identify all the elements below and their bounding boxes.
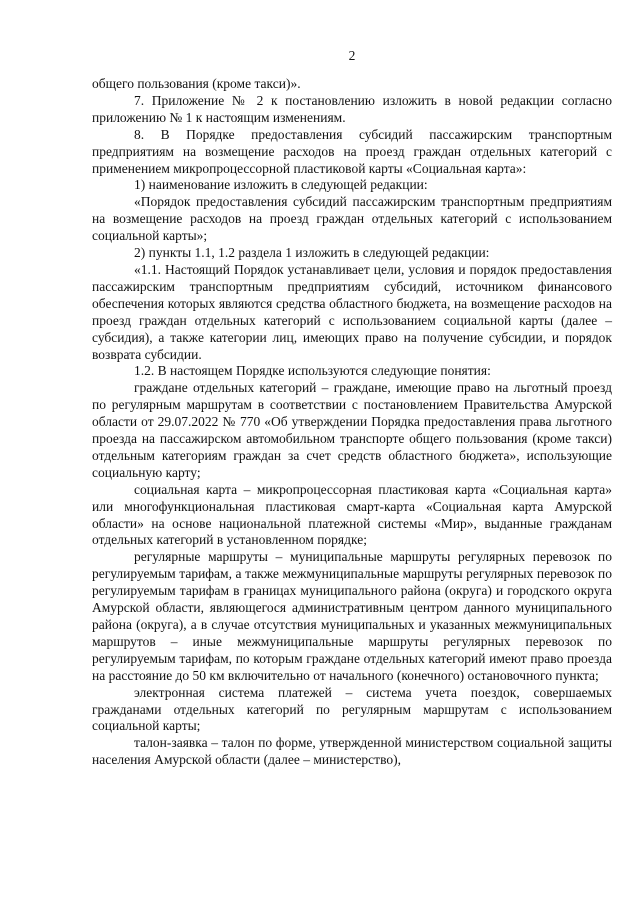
paragraph-item-8: 8. В Порядке предоставления субсидий пассажирским транспортным предприятиям на возмещение расходов на проезд граждан отдельных категорий с применением микропроцессорной пластиковой карты «Социальная карта»: xyxy=(92,126,612,176)
page-number: 2 xyxy=(348,48,356,63)
definition-ticket-request: талон-заявка – талон по форме, утвержденной министерством социальной защиты населения Амурской области (далее – министерство), xyxy=(92,735,612,768)
definition-social-card: социальная карта – микропроцессорная пластиковая карта «Социальная карта» или многофункциональная пластиковая смарт-карта «Социальная карта Амурской области» на основе национальной платежной системы «Мир», выданные гражданам отдельных категорий в установленном порядке; xyxy=(92,481,612,548)
paragraph-item-7: 7. Приложение № 2 к постановлению изложить в новой редакции согласно приложению № 1 к настоящим изменениям. xyxy=(92,92,612,125)
paragraph-clause-1-1: «1.1. Настоящий Порядок устанавливает цели, условия и порядок предоставления пассажирским транспортным предприятиям субсидий, источником финансового обеспечения которых являются средства областного бюджета, на возмещение расходов на проезд граждан отдельных категорий с использованием социальной карты (далее – субсидия), а также категории лиц, имеющих право на получение субсидии, и порядок возврата субсидии. xyxy=(92,261,612,362)
definition-regular-routes: регулярные маршруты – муниципальные маршруты регулярных перевозок по регулируемым тарифам, а также межмуниципальные маршруты регулярных перевозок по регулируемым тарифам в границах муниципального района (округа) и городского округа Амурской области, являющегося административным центром данного муниципального района (округа), а в случае отсутствия муниципальных и указанных межмуниципальных маршрутов – иные межмуниципальные маршруты регулярных перевозок по регулируемым тарифам, по которым граждане отдельных категорий имеют право проезда на расстояние до 50 км включительно от начального (конечного) остановочного пункта; xyxy=(92,549,612,683)
paragraph-new-title: «Порядок предоставления субсидий пассажирским транспортным предприятиям на возмещение расходов на проезд граждан отдельных категорий с использованием социальной карты»; xyxy=(92,194,612,244)
paragraph-continuation: общего пользования (кроме такси)». xyxy=(92,76,301,91)
definition-citizens: граждане отдельных категорий – граждане, имеющие право на льготный проезд по регулярным маршрутам в соответствии с постановлением Правительства Амурской области от 29.07.2022 № 770 «Об утверждении Порядка предоставления права льготного проезда на пассажирском автомобильном транспорте общего пользования (кроме такси) отдельным категориям граждан за счет средств областного бюджета», использующие социальную карту; xyxy=(92,380,612,480)
paragraph-subitem-2: 2) пункты 1.1, 1.2 раздела 1 изложить в следующей редакции: xyxy=(134,245,490,261)
definition-payment-system: электронная система платежей – система учета поездок, совершаемых гражданами отдельных категорий по регулярным маршрутам с использованием социальной карты; xyxy=(92,684,612,734)
paragraph-clause-1-2: 1.2. В настоящем Порядке используются следующие понятия: xyxy=(134,363,491,379)
paragraph-subitem-1: 1) наименование изложить в следующей редакции: xyxy=(134,177,428,193)
